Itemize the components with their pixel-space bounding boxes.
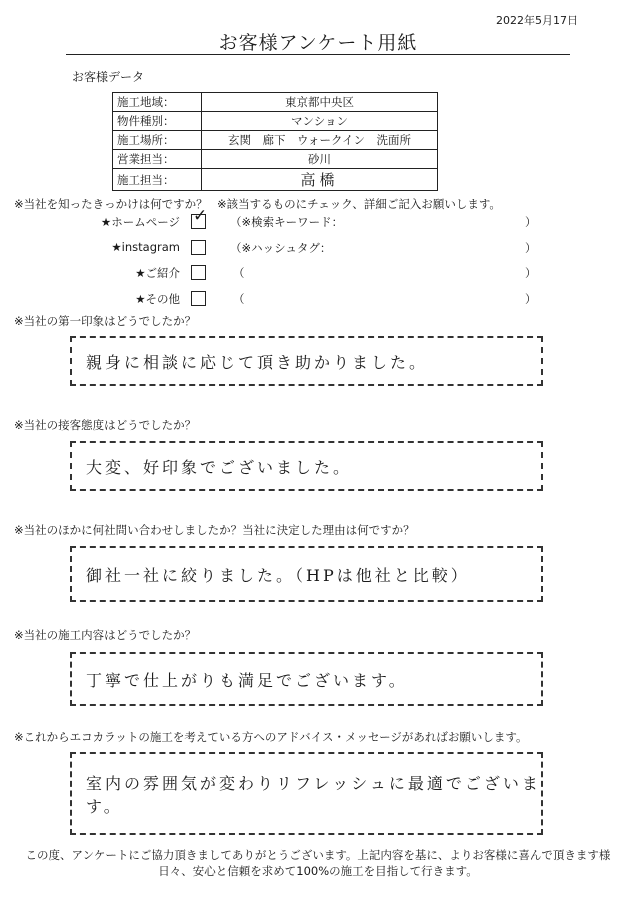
q5-answer-box[interactable]: 丁寧で仕上がりも満足でございます。 xyxy=(70,652,543,706)
table-row xyxy=(113,93,438,112)
option-label: ★ご紹介 xyxy=(135,266,180,280)
option-close: ） xyxy=(525,215,537,229)
option-detail: （※検索キーワード： xyxy=(230,215,344,229)
q1-question: ※当社を知ったきっかけは何ですか？ xyxy=(14,197,208,211)
row-label: 営業担当： xyxy=(113,150,202,169)
q3-answer-box[interactable]: 大変、好印象でございました。 xyxy=(70,441,543,491)
option-row-instagram xyxy=(0,240,636,262)
q6-question: ※これからエコカラットの施工を考えている方へのアドバイス・メッセージがあればお願いします。 xyxy=(14,730,528,744)
footer-line-1: この度、アンケートにご協力頂きましてありがとうございます。上記内容を基に、よりお客様に喜んで頂きます様 xyxy=(25,848,611,862)
table-row xyxy=(113,131,438,150)
instagram-checkbox[interactable] xyxy=(191,240,206,255)
q2-question: ※当社の第一印象はどうでしたか？ xyxy=(14,314,197,328)
row-label: 施工地域： xyxy=(113,93,202,112)
footer-line-2: 日々、安心と信頼を求めて100%の施工を目指して行きます。 xyxy=(158,864,478,878)
option-row-homepage xyxy=(0,206,636,236)
row-value: マンション xyxy=(202,112,438,131)
option-close: ） xyxy=(525,241,537,255)
option-detail: （※ハッシュタグ： xyxy=(230,241,332,255)
option-detail: （ xyxy=(233,266,245,280)
customer-data-table xyxy=(112,92,438,191)
q1-instruction: ※該当するものにチェック、詳細ご記入お願いします。 xyxy=(217,197,501,211)
row-value: 砂川 xyxy=(202,150,438,169)
option-label: ★ホームページ xyxy=(100,215,180,229)
row-value: 高橋 xyxy=(202,169,438,191)
option-close: ） xyxy=(525,292,537,306)
row-value: 玄関 廊下 ウォークイン 洗面所 xyxy=(202,131,438,150)
other-checkbox[interactable] xyxy=(191,291,206,306)
q4-answer-box[interactable]: 御社一社に絞りました。（HPは他社と比較） xyxy=(70,546,543,602)
survey-date: 2022年5月17日 xyxy=(496,14,578,27)
table-row xyxy=(113,150,438,169)
option-close: ） xyxy=(525,266,537,280)
row-label: 施工場所： xyxy=(113,131,202,150)
title-underline xyxy=(66,54,570,55)
table-row xyxy=(113,169,438,191)
q2-answer-box[interactable]: 親身に相談に応じて頂き助かりました。 xyxy=(70,336,543,386)
check-mark-icon: ✓ xyxy=(193,206,208,226)
q6-answer-box[interactable]: 室内の雰囲気が変わりリフレッシュに最適でございます。 xyxy=(70,752,543,835)
row-value: 東京都中央区 xyxy=(202,93,438,112)
referral-checkbox[interactable] xyxy=(191,265,206,280)
q4-question: ※当社のほかに何社問い合わせしましたか？当社に決定した理由は何ですか？ xyxy=(14,523,415,537)
option-detail: （ xyxy=(233,292,245,306)
homepage-checkbox[interactable] xyxy=(191,206,208,229)
customer-section-label: お客様データ xyxy=(72,70,145,84)
option-row-referral xyxy=(0,265,636,287)
option-label: ★その他 xyxy=(135,292,180,306)
page-title: お客様アンケート用紙 xyxy=(218,32,418,54)
q3-question: ※当社の接客態度はどうでしたか？ xyxy=(14,418,197,432)
q5-question: ※当社の施工内容はどうでしたか？ xyxy=(14,628,197,642)
option-row-other xyxy=(0,291,636,313)
option-label: ★instagram xyxy=(111,240,180,254)
table-row xyxy=(113,112,438,131)
row-label: 施工担当： xyxy=(113,169,202,191)
row-label: 物件種別： xyxy=(113,112,202,131)
